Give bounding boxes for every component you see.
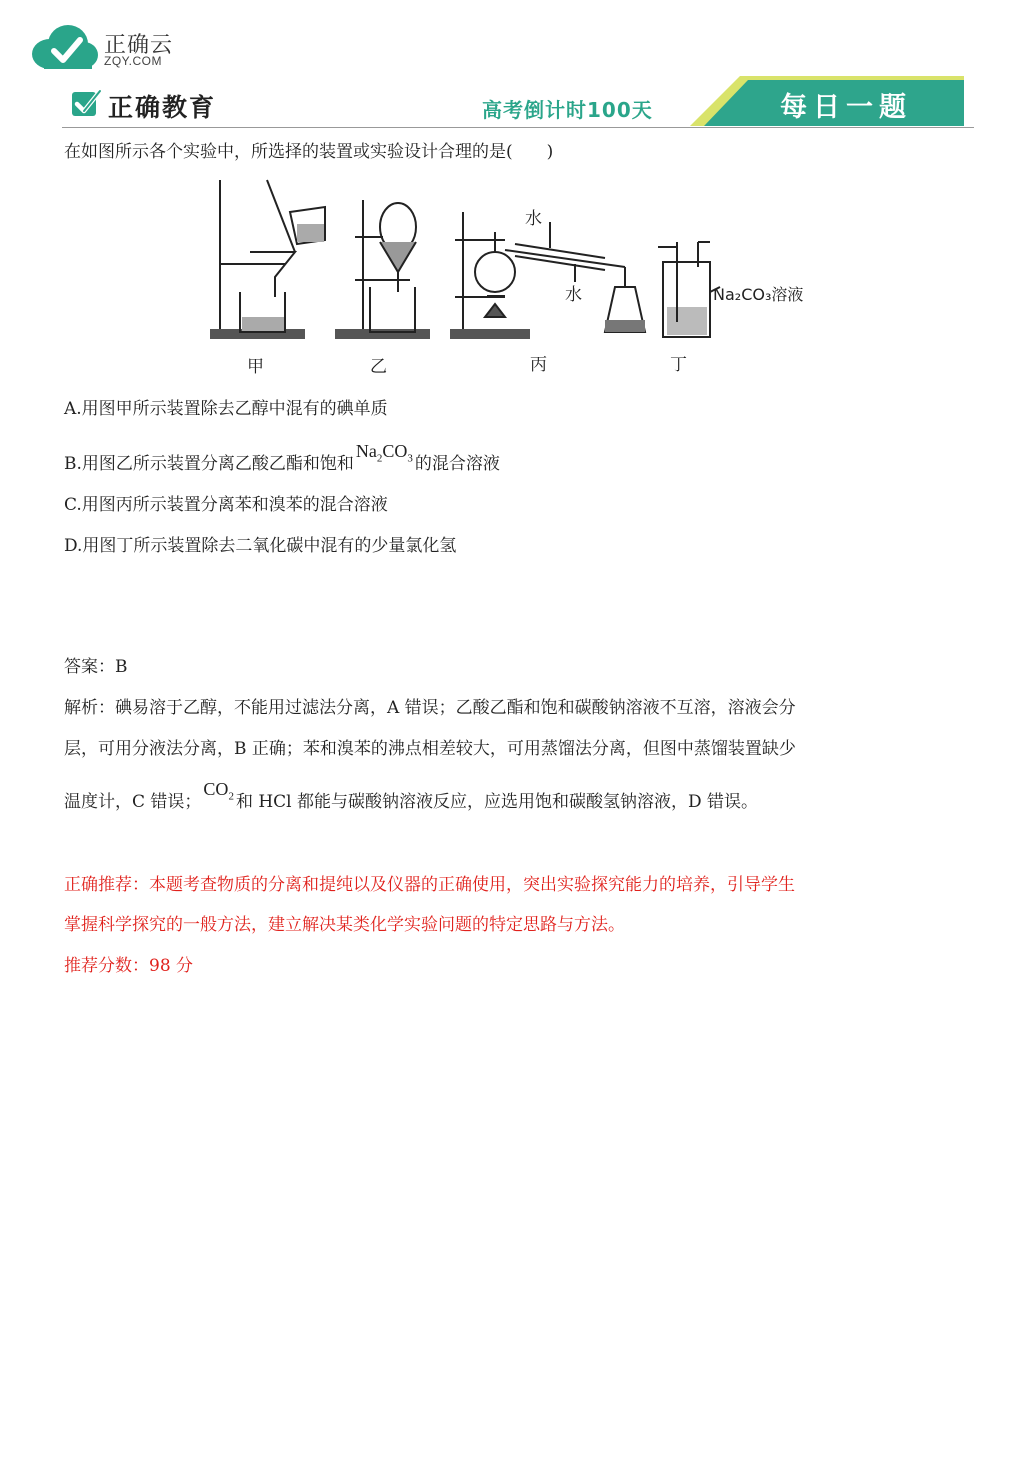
apparatus-figure	[205, 172, 835, 387]
answer-line: 答案：B	[64, 657, 128, 677]
explanation-line-1: 解析：碘易溶于乙醇，不能用过滤法分离，A 错误；乙酸乙酯和饱和碳酸钠溶液不互溶，溶液会分	[64, 698, 796, 718]
countdown-text: 高考倒计时100天	[482, 98, 653, 122]
solution-label: Na₂CO₃溶液	[713, 285, 804, 304]
option-b	[64, 441, 500, 482]
figure-label-b: 乙	[370, 357, 387, 377]
check-logo-icon	[70, 88, 102, 120]
option-b-text: B.用图乙所示装置分离乙酸乙酯和饱和	[64, 454, 354, 474]
brand-name-cn: 正确云	[104, 33, 174, 58]
option-d: D.用图丁所示装置除去二氧化碳中混有的少量氯化氢	[64, 536, 457, 556]
brand-name-en: ZQY.COM	[104, 54, 162, 68]
water-inlet-label: 水	[565, 285, 582, 305]
recommend-line-1: 正确推荐：本题考查物质的分离和提纯以及仪器的正确使用，突出实验探究能力的培养，引导学生	[64, 875, 795, 895]
banner-title: 每日一题	[780, 92, 912, 123]
recommend-line-2: 掌握科学探究的一般方法，建立解决某类化学实验问题的特定思路与方法。	[64, 915, 625, 935]
edu-brand-name: 正确教育	[108, 93, 217, 122]
formula-na2co3: $Na_2CO_3$	[355, 441, 413, 465]
explanation-line-2: 层，可用分液法分离，B 正确；苯和溴苯的沸点相差较大，可用蒸馏法分离，但图中蒸馏装置缺少	[64, 739, 796, 759]
water-outlet-label: 水	[525, 209, 542, 229]
formula-co2: $CO_2$	[203, 779, 234, 803]
option-c: C.用图丙所示装置分离苯和溴苯的混合溶液	[64, 495, 388, 515]
question-stem: 在如图所示各个实验中，所选择的装置或实验设计合理的是( )	[64, 142, 554, 162]
header-divider	[62, 127, 974, 128]
option-a: A.用图甲所示装置除去乙醇中混有的碘单质	[64, 399, 388, 419]
figure-label-a: 甲	[247, 357, 264, 377]
explanation-line-3: 温度计，C 错误；$CO_2$ 和 HCl 都能与碳酸钠溶液反应，应选用饱和碳酸氢钠溶液，D 错误。	[64, 779, 759, 812]
cloud-logo-icon	[30, 22, 100, 72]
recommend-score: 推荐分数：98 分	[64, 956, 194, 976]
option-b-tail: 的混合溶液	[414, 454, 500, 474]
figure-label-d: 丁	[670, 355, 687, 375]
figure-label-c: 丙	[530, 355, 547, 375]
